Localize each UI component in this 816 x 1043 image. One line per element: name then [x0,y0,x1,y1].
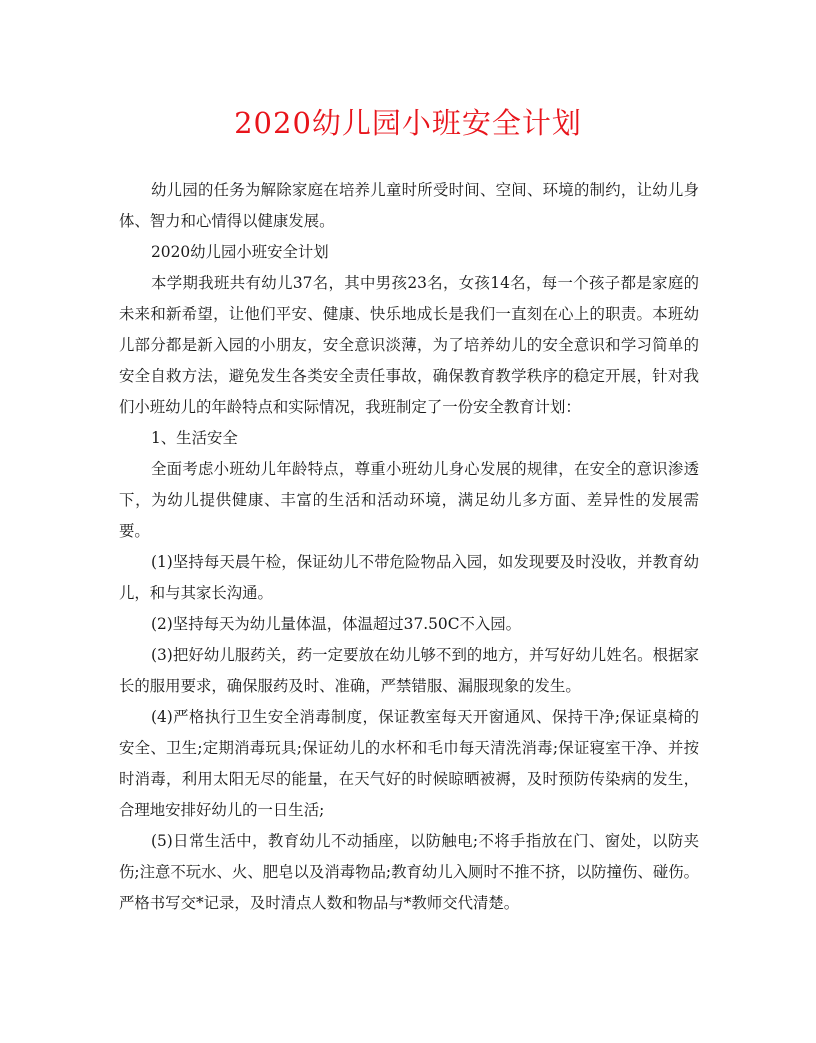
section-heading-life-safety: 1、生活安全 [151,429,238,447]
document-title: 2020幼儿园小班安全计划 [234,106,582,140]
paragraph-intro: 幼儿园的任务为解除家庭在培养儿童时所受时间、空间、环境的制约，让幼儿身体、智力和心情得以健康发展。 [119,181,699,230]
list-item-5: (5)日常生活中，教育幼儿不动插座，以防触电;不将手指放在门、窗处，以防夹伤;注意不玩水、火、肥皂以及消毒物品;教育幼儿入厕时不推不挤，以防撞伤、碰伤。严格书写交*记录，及时清点人数和物品与*教师交代清楚。 [119,832,699,912]
list-item-2: (2)坚持每天为幼儿量体温，体温超过37.50C不入园。 [151,615,522,633]
list-item-4: (4)严格执行卫生安全消毒制度，保证教室每天开窗通风、保持干净;保证桌椅的安全、卫生;定期消毒玩具;保证幼儿的水杯和毛巾每天清洗消毒;保证寝室干净、并按时消毒，利用太阳无尽的能量，在天气好的时候晾晒被褥，及时预防传染病的发生，合理地安排好幼儿的一日生活; [119,708,699,819]
list-item-1: (1)坚持每天晨午检，保证幼儿不带危险物品入园，如发现要及时没收，并教育幼儿，和与其家长沟通。 [119,553,699,602]
list-item-3: (3)把好幼儿服药关，药一定要放在幼儿够不到的地方，并写好幼儿姓名。根据家长的服用要求，确保服药及时、准确，严禁错服、漏服现象的发生。 [119,646,699,695]
paragraph-life-safety-summary: 全面考虑小班幼儿年龄特点，尊重小班幼儿身心发展的规律，在安全的意识渗透下，为幼儿提供健康、丰富的生活和活动环境，满足幼儿多方面、差异性的发展需要。 [119,460,699,540]
document-body [119,175,699,919]
paragraph-subtitle: 2020幼儿园小班安全计划 [151,243,329,261]
paragraph-class-overview: 本学期我班共有幼儿37名，其中男孩23名，女孩14名，每一个孩子都是家庭的未来和新希望，让他们平安、健康、快乐地成长是我们一直刻在心上的职责。本班幼儿部分都是新入园的小朋友，安全意识淡薄，为了培养幼儿的安全意识和学习简单的安全自救方法，避免发生各类安全责任事故，确保教育教学秩序的稳定开展，针对我们小班幼儿的年龄特点和实际情况，我班制定了一份安全教育计划： [119,274,699,416]
